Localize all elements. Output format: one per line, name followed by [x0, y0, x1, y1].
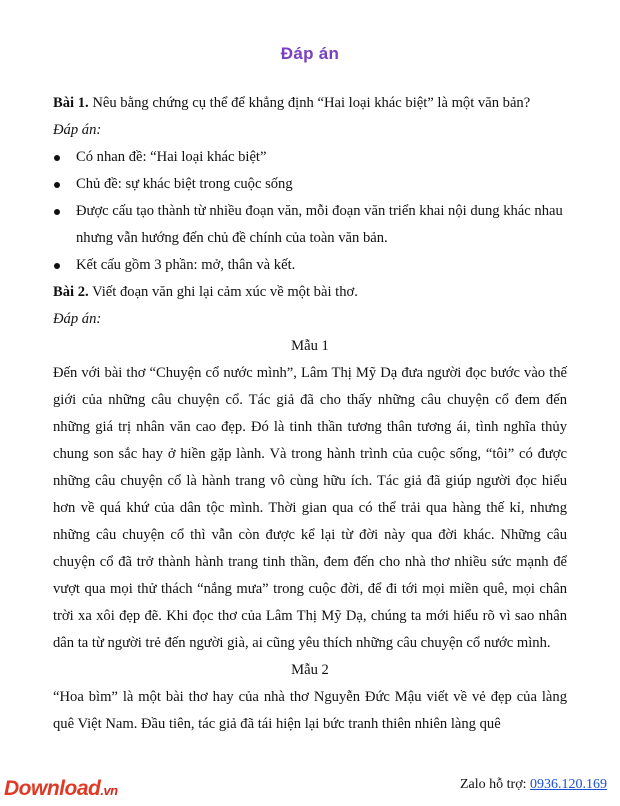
- bai1-question-text: Nêu bằng chứng cụ thể để khẳng định “Hai loại khác biệt” là một văn bản?: [88, 95, 531, 111]
- logo-main-text: Download: [4, 777, 101, 800]
- list-item: Được cấu tạo thành từ nhiều đoạn văn, mỗi đoạn văn triển khai nội dung khác nhau nhưng vẫn hướng đến chủ đề chính của toàn văn bản.: [53, 198, 567, 252]
- mau2-paragraph: “Hoa bìm” là một bài thơ hay của nhà thơ Nguyễn Đức Mậu viết về vẻ đẹp của làng quê Việt Nam. Đầu tiên, tác giả đã tái hiện lại bức tranh thiên nhiên làng quê: [53, 689, 567, 732]
- list-item: Kết cấu gồm 3 phần: mở, thân và kết.: [53, 252, 567, 279]
- page-footer: [0, 770, 620, 806]
- bai2-answer-label: Đáp án:: [53, 311, 102, 327]
- list-item: Chủ đề: sự khác biệt trong cuộc sống: [53, 171, 567, 198]
- zalo-label: Zalo hỗ trợ:: [460, 777, 530, 792]
- zalo-support: [460, 777, 607, 793]
- document-body: [53, 90, 567, 738]
- zalo-phone-link[interactable]: 0936.120.169: [530, 777, 607, 792]
- bai2-question: [53, 279, 567, 306]
- mau1-paragraph: Đến với bài thơ “Chuyện cổ nước mình”, Lâm Thị Mỹ Dạ đưa người đọc bước vào thế giới của những câu chuyện cổ. Tác giả đã cho thấy những câu chuyện cổ đem đến những giá trị nhân văn cao đẹp. Đó là tinh thần tương thân tương ái, tình nghĩa thủy chung son sắc hay ở hiền gặp lành. Và trong hành trình của cuộc sống, “tôi” có được những câu chuyện cổ là hành trang vô cùng hữu ích. Tác giả đã giúp người đọc hiểu hơn về quá khứ của dân tộc mình. Thời gian qua có thể trải qua hàng thế kỉ, nhưng những câu chuyện cổ thì vẫn còn được kể lại từ đời này qua đời khác. Những câu chuyện cổ đã trở thành hành trang tinh thần, đem đến cho nhà thơ nhiều sức mạnh để vượt qua mọi thử thách “nắng mưa” trong cuộc đời, để đi tới mọi miền quê, mọi chân trời xa xôi đẹp đẽ. Khi đọc thơ của Lâm Thị Mỹ Dạ, chúng ta mới hiểu rõ vì sao nhân dân ta từ người trẻ đến người già, ai cũng yêu thích những câu chuyện cổ nước mình.: [53, 365, 567, 651]
- bai1-answer-list: [53, 144, 567, 279]
- bai2-label: Bài 2.: [53, 284, 89, 300]
- bai1-question: [53, 90, 567, 117]
- bai1-label: Bài 1.: [53, 95, 89, 111]
- mau1-heading: Mẫu 1: [291, 338, 329, 354]
- bai1-answer-label: Đáp án:: [53, 122, 102, 138]
- logo-suffix-text: .vn: [100, 783, 118, 798]
- list-item: Có nhan đề: “Hai loại khác biệt”: [53, 144, 567, 171]
- download-logo[interactable]: [4, 777, 118, 801]
- bai2-question-text: Viết đoạn văn ghi lại cảm xúc về một bài thơ.: [88, 284, 358, 300]
- page-title: Đáp án: [280, 44, 340, 63]
- mau2-heading: Mẫu 2: [291, 662, 329, 678]
